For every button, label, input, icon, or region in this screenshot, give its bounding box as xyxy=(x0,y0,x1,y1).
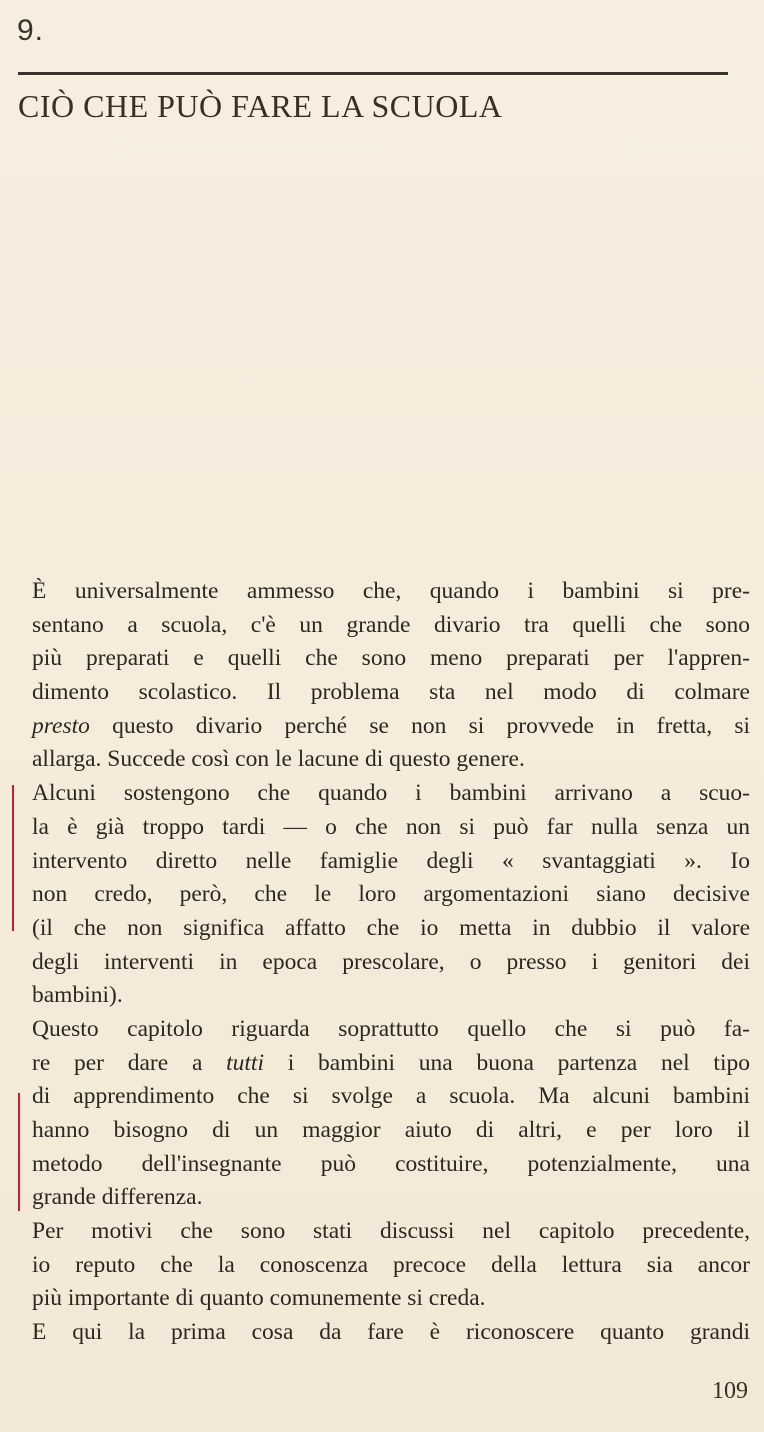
text-line-rest: questo divario perché se non si provvede in fretta, si xyxy=(112,712,751,739)
text-line xyxy=(32,1047,750,1081)
text-line xyxy=(32,710,750,744)
text-line: più preparati e quelli che sono meno preparati per l'appren- xyxy=(32,645,750,672)
text-line: E qui la prima cosa da fare è riconoscere quanto grandi xyxy=(32,1319,750,1346)
title-rule xyxy=(18,72,728,75)
text-line: hanno bisogno di un maggior aiuto di altri, e per loro il xyxy=(32,1117,750,1143)
text-line: grande differenza. xyxy=(32,1184,203,1211)
text-line: allarga. Succede così con le lacune di questo genere. xyxy=(32,746,525,773)
chapter-title: CIÒ CHE PUÒ FARE LA SCUOLA xyxy=(18,88,503,124)
text-line: intervento diretto nelle famiglie degli « svantaggiati ». Io xyxy=(32,847,750,874)
text-line: Questo capitolo riguarda soprattutto quello che si può fa- xyxy=(32,1015,750,1042)
text-line: Alcuni sostengono che quando i bambini arrivano a scuo- xyxy=(32,780,750,807)
text-line-rest: i bambini una buona partenza nel tipo xyxy=(287,1049,750,1076)
text-line: metodo dell'insegnante può costituire, potenzialmente, una xyxy=(32,1150,750,1177)
text-line: (il che non significa affatto che io metta in dubbio il valore xyxy=(32,914,750,941)
page-number: 109 xyxy=(712,1378,748,1404)
text-line: degli interventi in epoca prescolare, o presso i genitori dei xyxy=(32,948,750,975)
margin-annotation-mark xyxy=(18,1093,20,1211)
body-text xyxy=(32,575,750,1350)
chapter-number: 9. xyxy=(17,14,45,47)
text-line: di apprendimento che si svolge a scuola. Ma alcuni bambini xyxy=(32,1083,750,1110)
margin-annotation-mark xyxy=(12,785,14,931)
emphasis-tutti: tutti xyxy=(226,1049,264,1076)
text-line: dimento scolastico. Il problema sta nel modo di colmare xyxy=(32,679,750,706)
text-line-start: re per dare a xyxy=(32,1049,203,1076)
text-line: È universalmente ammesso che, quando i bambini si pre- xyxy=(32,578,750,604)
text-line: bambini). xyxy=(32,982,123,1009)
text-line: non credo, però, che le loro argomentazioni siano decisive xyxy=(32,881,750,908)
text-line: Per motivi che sono stati discussi nel capitolo precedente, xyxy=(32,1218,750,1245)
text-line: più importante di quanto comunemente si creda. xyxy=(32,1285,486,1312)
emphasis-presto: presto xyxy=(32,712,90,739)
text-line: io reputo che la conoscenza precoce della lettura sia ancor xyxy=(32,1251,750,1278)
text-line: sentano a scuola, c'è un grande divario tra quelli che sono xyxy=(32,611,750,638)
text-line: la è già troppo tardi — o che non si può far nulla senza un xyxy=(32,813,750,840)
